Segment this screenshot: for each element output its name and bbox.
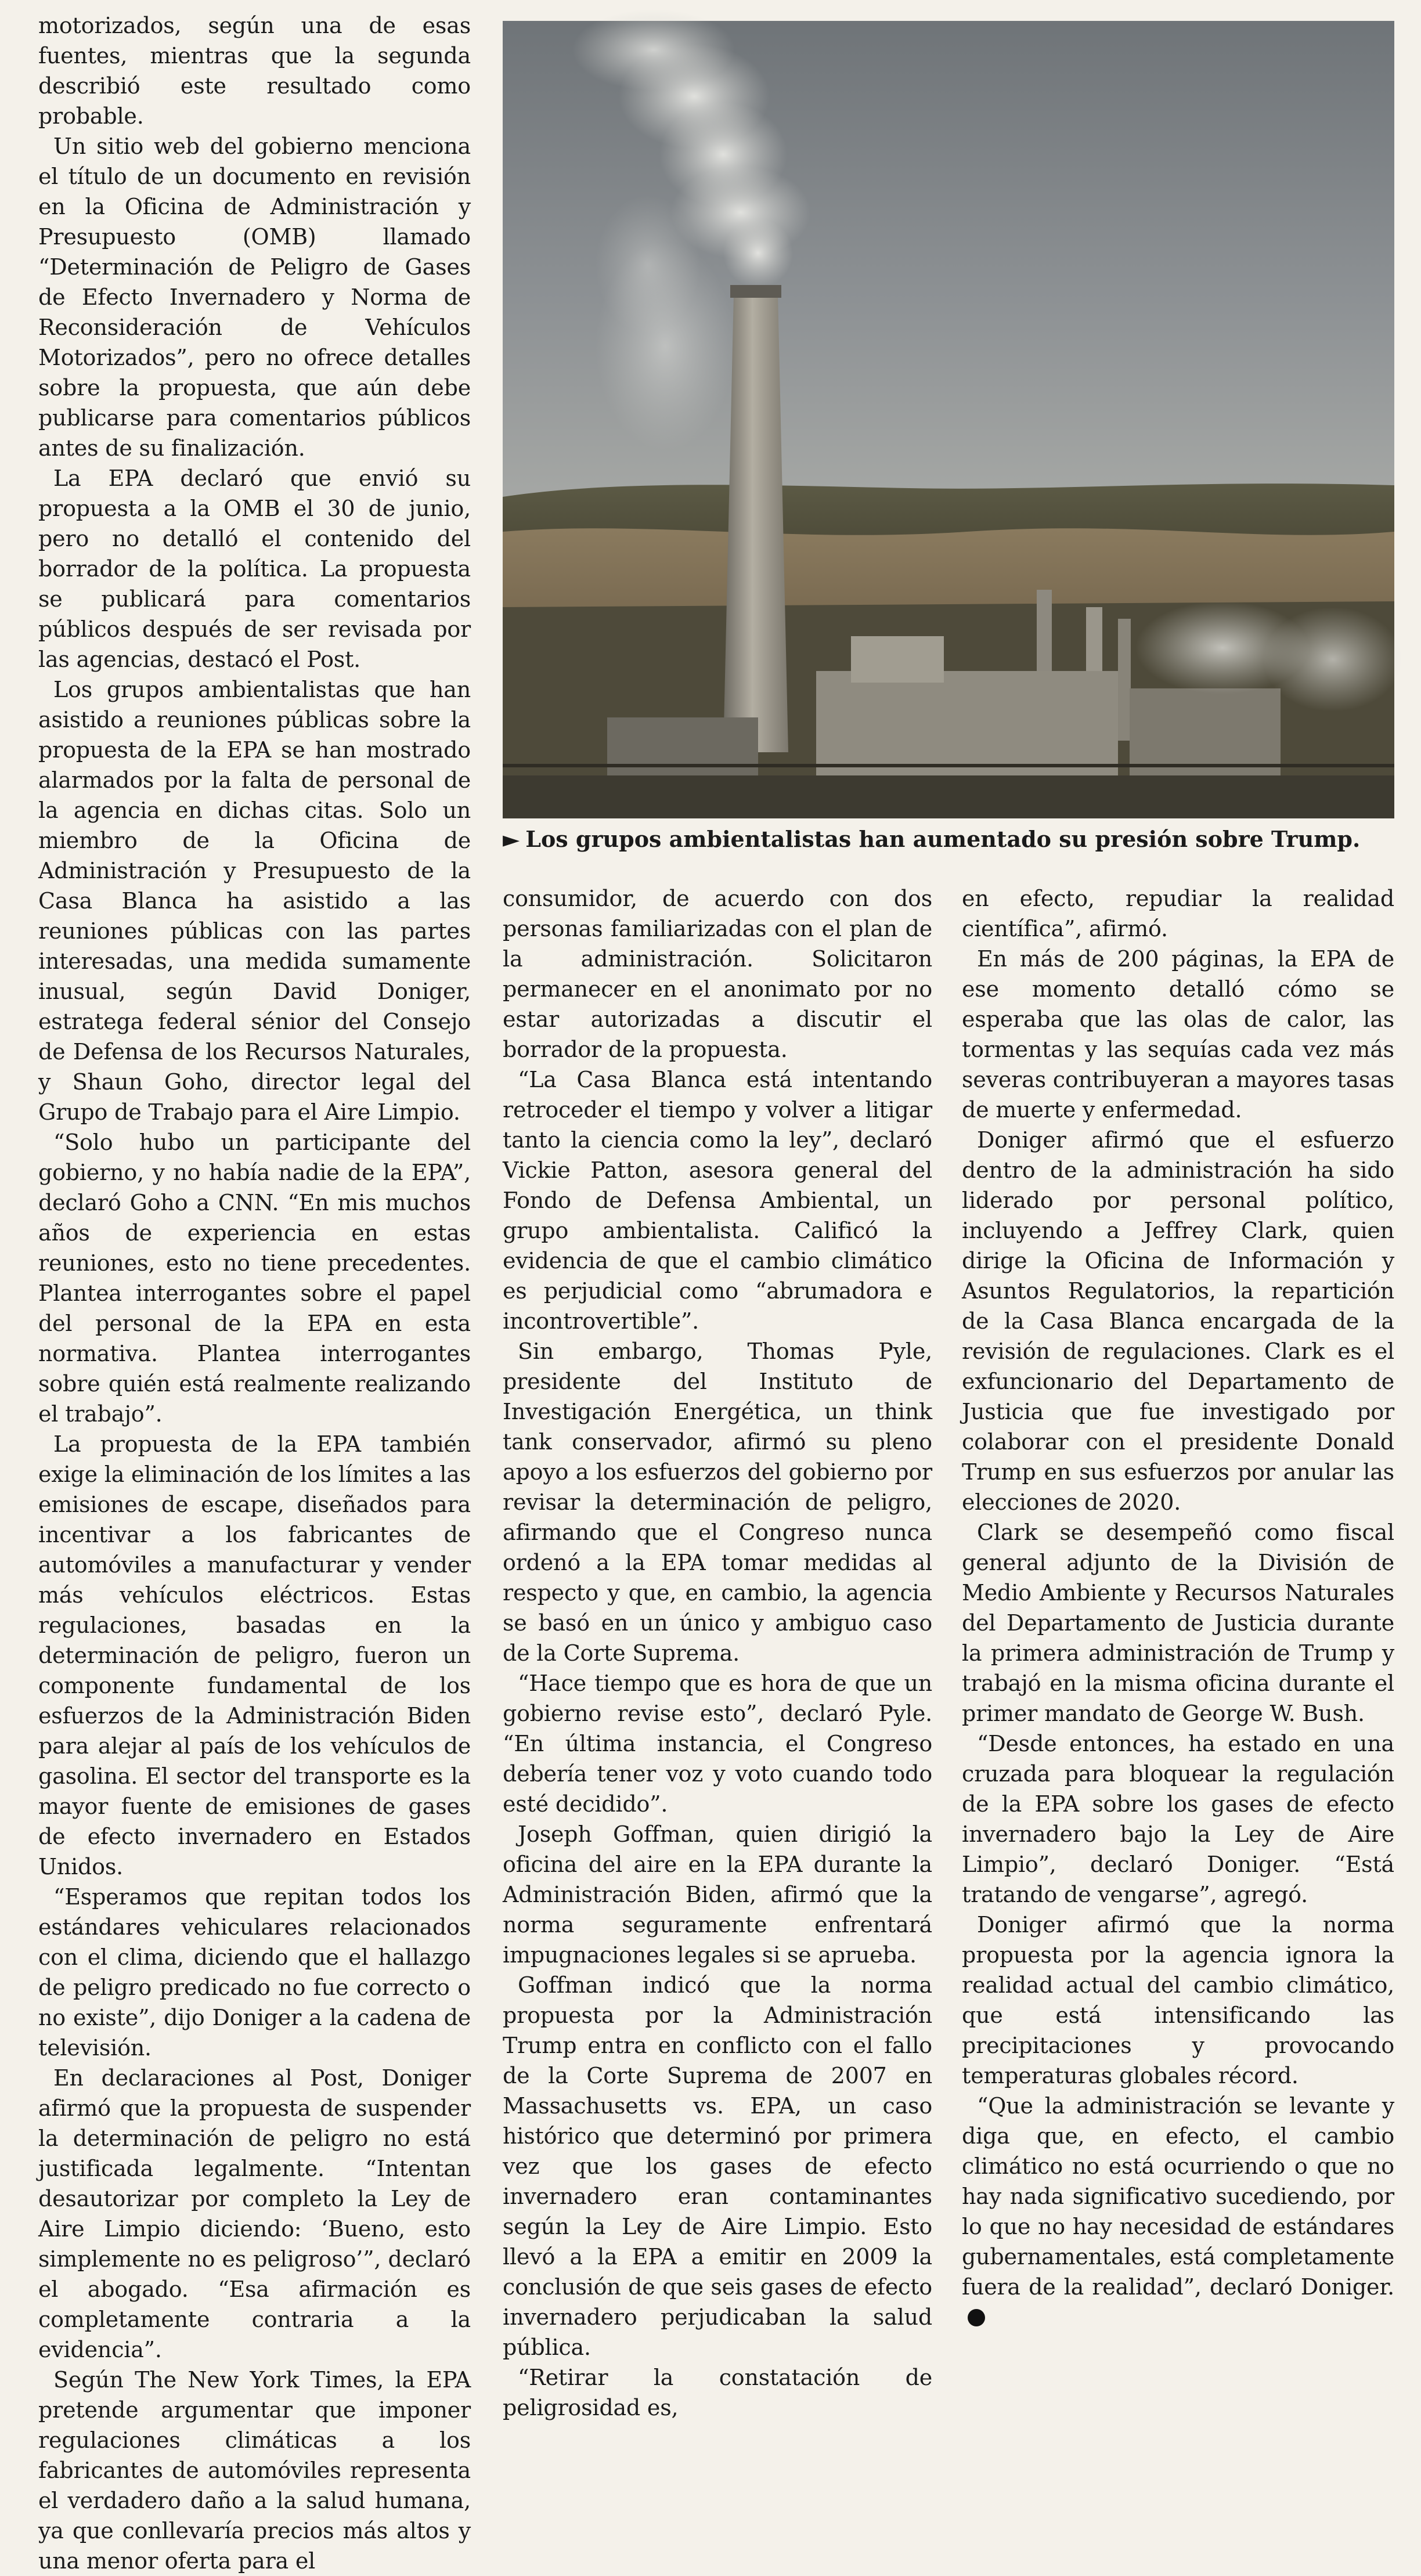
paragraph-text: “La Casa Blanca está intentando retroceder el tiempo y volver a litigar tanto la ciencia como la ley”, declaró Vickie Patton, asesora general del Fondo de Defensa Ambiental, un grupo ambientalista. Calificó la evidencia de que el cambio climático es perjudicial como “abrumadora e incontrovertible”. — [503, 1067, 932, 1334]
paragraph — [38, 2365, 471, 2576]
paragraph-text: “Solo hubo un participante del gobierno, y no había nadie de la EPA”, declaró Goho a CNN. “En mis muchos años de experiencia en estas reuniones, esto no tiene precedentes. Plantea interrogantes sobre el papel del personal de la EPA en esta normativa. Plantea interrogantes sobre quién está realmente realizando el trabajo”. — [38, 1130, 471, 1427]
paragraph — [38, 2063, 471, 2365]
paragraph — [962, 944, 1394, 1125]
paragraph — [503, 1819, 932, 1970]
paragraph — [962, 1125, 1394, 1517]
paragraph-text: “Hace tiempo que es hora de que un gobierno revise esto”, declaró Pyle. “En última instancia, el Congreso debería tener voz y voto cuando todo esté decidido”. — [503, 1671, 932, 1817]
paragraph-text: en efecto, repudiar la realidad científica”, afirmó. — [962, 886, 1394, 941]
paragraph — [962, 1517, 1394, 1729]
paragraph-text: Clark se desempeñó como fiscal general adjunto de la División de Medio Ambiente y Recursos Naturales del Departamento de Justicia durante la primera administración de Trump y trabajó en la misma oficina durante el primer mandato de George W. Bush. — [962, 1520, 1394, 1726]
paragraph — [38, 131, 471, 463]
article-column-3 — [962, 883, 1394, 2300]
paragraph-text: La propuesta de la EPA también exige la eliminación de los límites a las emisiones de escape, diseñados para incentivar a los fabricantes de automóviles a manufacturar y vender más vehículos eléctricos. Estas regulaciones, basadas en la determinación de peligro, fueron un componente fundamental de los esfuerzos de la Administración Biden para alejar al país de los vehículos de gasolina. El sector del transporte es la mayor fuente de emisiones de gases de efecto invernadero en Estados Unidos. — [38, 1431, 471, 1879]
paragraph — [503, 1065, 932, 1336]
paragraph-text: Un sitio web del gobierno menciona el título de un documento en revisión en la Oficina de Administración y Presupuesto (OMB) llamado “Determinación de Peligro de Gases de Efecto Invernadero y Norma de Reconsideración de Vehículos Motorizados”, pero no ofrece detalles sobre la propuesta, que aún debe publicarse para comentarios públicos antes de su finalización. — [38, 134, 471, 461]
paragraph — [38, 1429, 471, 1882]
paragraph — [503, 1668, 932, 1819]
paragraph-text: “Retirar la constatación de peligrosidad es, — [503, 2365, 932, 2420]
paragraph-text: consumidor, de acuerdo con dos personas familiarizadas con el plan de la administración. Solicitaron permanecer en el anonimato por no estar autorizadas a discutir el borrador de la propuesta. — [503, 886, 932, 1062]
paragraph-text: “Que la administración se levante y diga que, en efecto, el cambio climático no está ocurriendo o que no hay nada significativo sucediendo, por lo que no hay necesidad de estándares gubernamentales, está completamente fuera de la realidad”, declaró Doniger. — [962, 2093, 1394, 2300]
photo-caption — [503, 824, 1394, 854]
paragraph — [962, 1729, 1394, 1910]
paragraph-text: Doniger afirmó que el esfuerzo dentro de la administración ha sido liderado por personal político, incluyendo a Jeffrey Clark, quien dirige la Oficina de Información y Asuntos Regulatorios, la repartición de la Casa Blanca encargada de la revisión de regulaciones. Clark es el exfuncionario del Departamento de Justicia que fue investigado por colaborar con el presidente Donald Trump en sus esfuerzos por anular las elecciones de 2020. — [962, 1127, 1394, 1515]
paragraph-text: “Esperamos que repitan todos los estándares vehiculares relacionados con el clima, diciendo que el hallazgo de peligro predicado no fue correcto o no existe”, dijo Doniger a la cadena de televisión. — [38, 1884, 471, 2061]
paragraph — [38, 10, 471, 131]
paragraph — [503, 1336, 932, 1668]
power-plant-photo — [503, 21, 1394, 818]
paragraph — [38, 463, 471, 674]
paragraph-text: Según The New York Times, la EPA pretende argumentar que imponer regulaciones climáticas a los fabricantes de automóviles representa el verdadero daño a la salud humana, ya que conllevaría precios más altos y una menor oferta para el — [38, 2367, 471, 2574]
paragraph-text: En más de 200 páginas, la EPA de ese momento detalló cómo se esperaba que las olas de calor, las tormentas y las sequías cada vez más severas contribuyeran a mayores tasas de muerte y enfermedad. — [962, 946, 1394, 1123]
paragraph-text: Goffman indicó que la norma propuesta por la Administración Trump entra en conflicto con el fallo de la Corte Suprema de 2007 en Massachusetts vs. EPA, un caso histórico que determinó por primera vez que los gases de efecto invernadero eran contaminantes según la Ley de Aire Limpio. Esto llevó a la EPA a emitir en 2009 la conclusión de que seis gases de efecto invernadero perjudicaban la salud pública. — [503, 1972, 932, 2360]
paragraph — [38, 674, 471, 1127]
paragraph — [38, 1882, 471, 2063]
paragraph-text: Doniger afirmó que la norma propuesta por la agencia ignora la realidad actual del cambio climático, que está intensificando las precipitaciones y provocando temperaturas globales récord. — [962, 1912, 1394, 2088]
paragraph — [962, 883, 1394, 944]
paragraph — [503, 883, 932, 1065]
paragraph-text: La EPA declaró que envió su propuesta a la OMB el 30 de junio, pero no detalló el contenido del borrador de la política. La propuesta se publicará para comentarios públicos después de ser revisada por las agencias, destacó el Post. — [38, 466, 471, 672]
paragraph — [503, 1970, 932, 2362]
article-column-2 — [503, 883, 932, 2420]
paragraph — [962, 2091, 1394, 2332]
paragraph-text: motorizados, según una de esas fuentes, mientras que la segunda describió este resultado como probable. — [38, 13, 471, 129]
paragraph — [503, 2362, 932, 2423]
caption-text: Los grupos ambientalistas han aumentado su presión sobre Trump. — [525, 826, 1361, 852]
paragraph — [962, 1910, 1394, 2091]
end-of-article-icon — [968, 2309, 985, 2326]
paragraph — [38, 1127, 471, 1429]
article-column-1 — [38, 10, 471, 2574]
caption-arrow-icon: ► — [503, 826, 520, 852]
paragraph-text: “Desde entonces, ha estado en una cruzada para bloquear la regulación de la EPA sobre los gases de efecto invernadero bajo la Ley de Aire Limpio”, declaró Doniger. “Está tratando de vengarse”, agregó. — [962, 1731, 1394, 1907]
paragraph-text: En declaraciones al Post, Doniger afirmó que la propuesta de suspender la determinación de peligro no está justificada legalmente. “Intentan desautorizar por completo la Ley de Aire Limpio diciendo: ‘Bueno, esto simplemente no es peligroso’”, declaró el abogado. “Esa afirmación es completamente contraria a la evidencia”. — [38, 2065, 471, 2362]
paragraph-text: Joseph Goffman, quien dirigió la oficina del aire en la EPA durante la Administración Biden, afirmó que la norma seguramente enfrentará impugnaciones legales si se aprueba. — [503, 1821, 932, 1968]
paragraph-text: Los grupos ambientalistas que han asistido a reuniones públicas sobre la propuesta de la EPA se han mostrado alarmados por la falta de personal de la agencia en dichas citas. Solo un miembro de la Oficina de Administración y Presupuesto de la Casa Blanca ha asistido a las reuniones públicas con las partes interesadas, una medida sumamente inusual, según David Doniger, estratega federal sénior del Consejo de Defensa de los Recursos Naturales, y Shaun Goho, director legal del Grupo de Trabajo para el Aire Limpio. — [38, 677, 471, 1125]
paragraph-text: Sin embargo, Thomas Pyle, presidente del Instituto de Investigación Energética, un think tank conservador, afirmó su pleno apoyo a los esfuerzos del gobierno por revisar la determinación de peligro, afirmando que el Congreso nunca ordenó a la EPA tomar medidas al respecto y que, en cambio, la agencia se basó en un único y ambiguo caso de la Corte Suprema. — [503, 1338, 932, 1666]
